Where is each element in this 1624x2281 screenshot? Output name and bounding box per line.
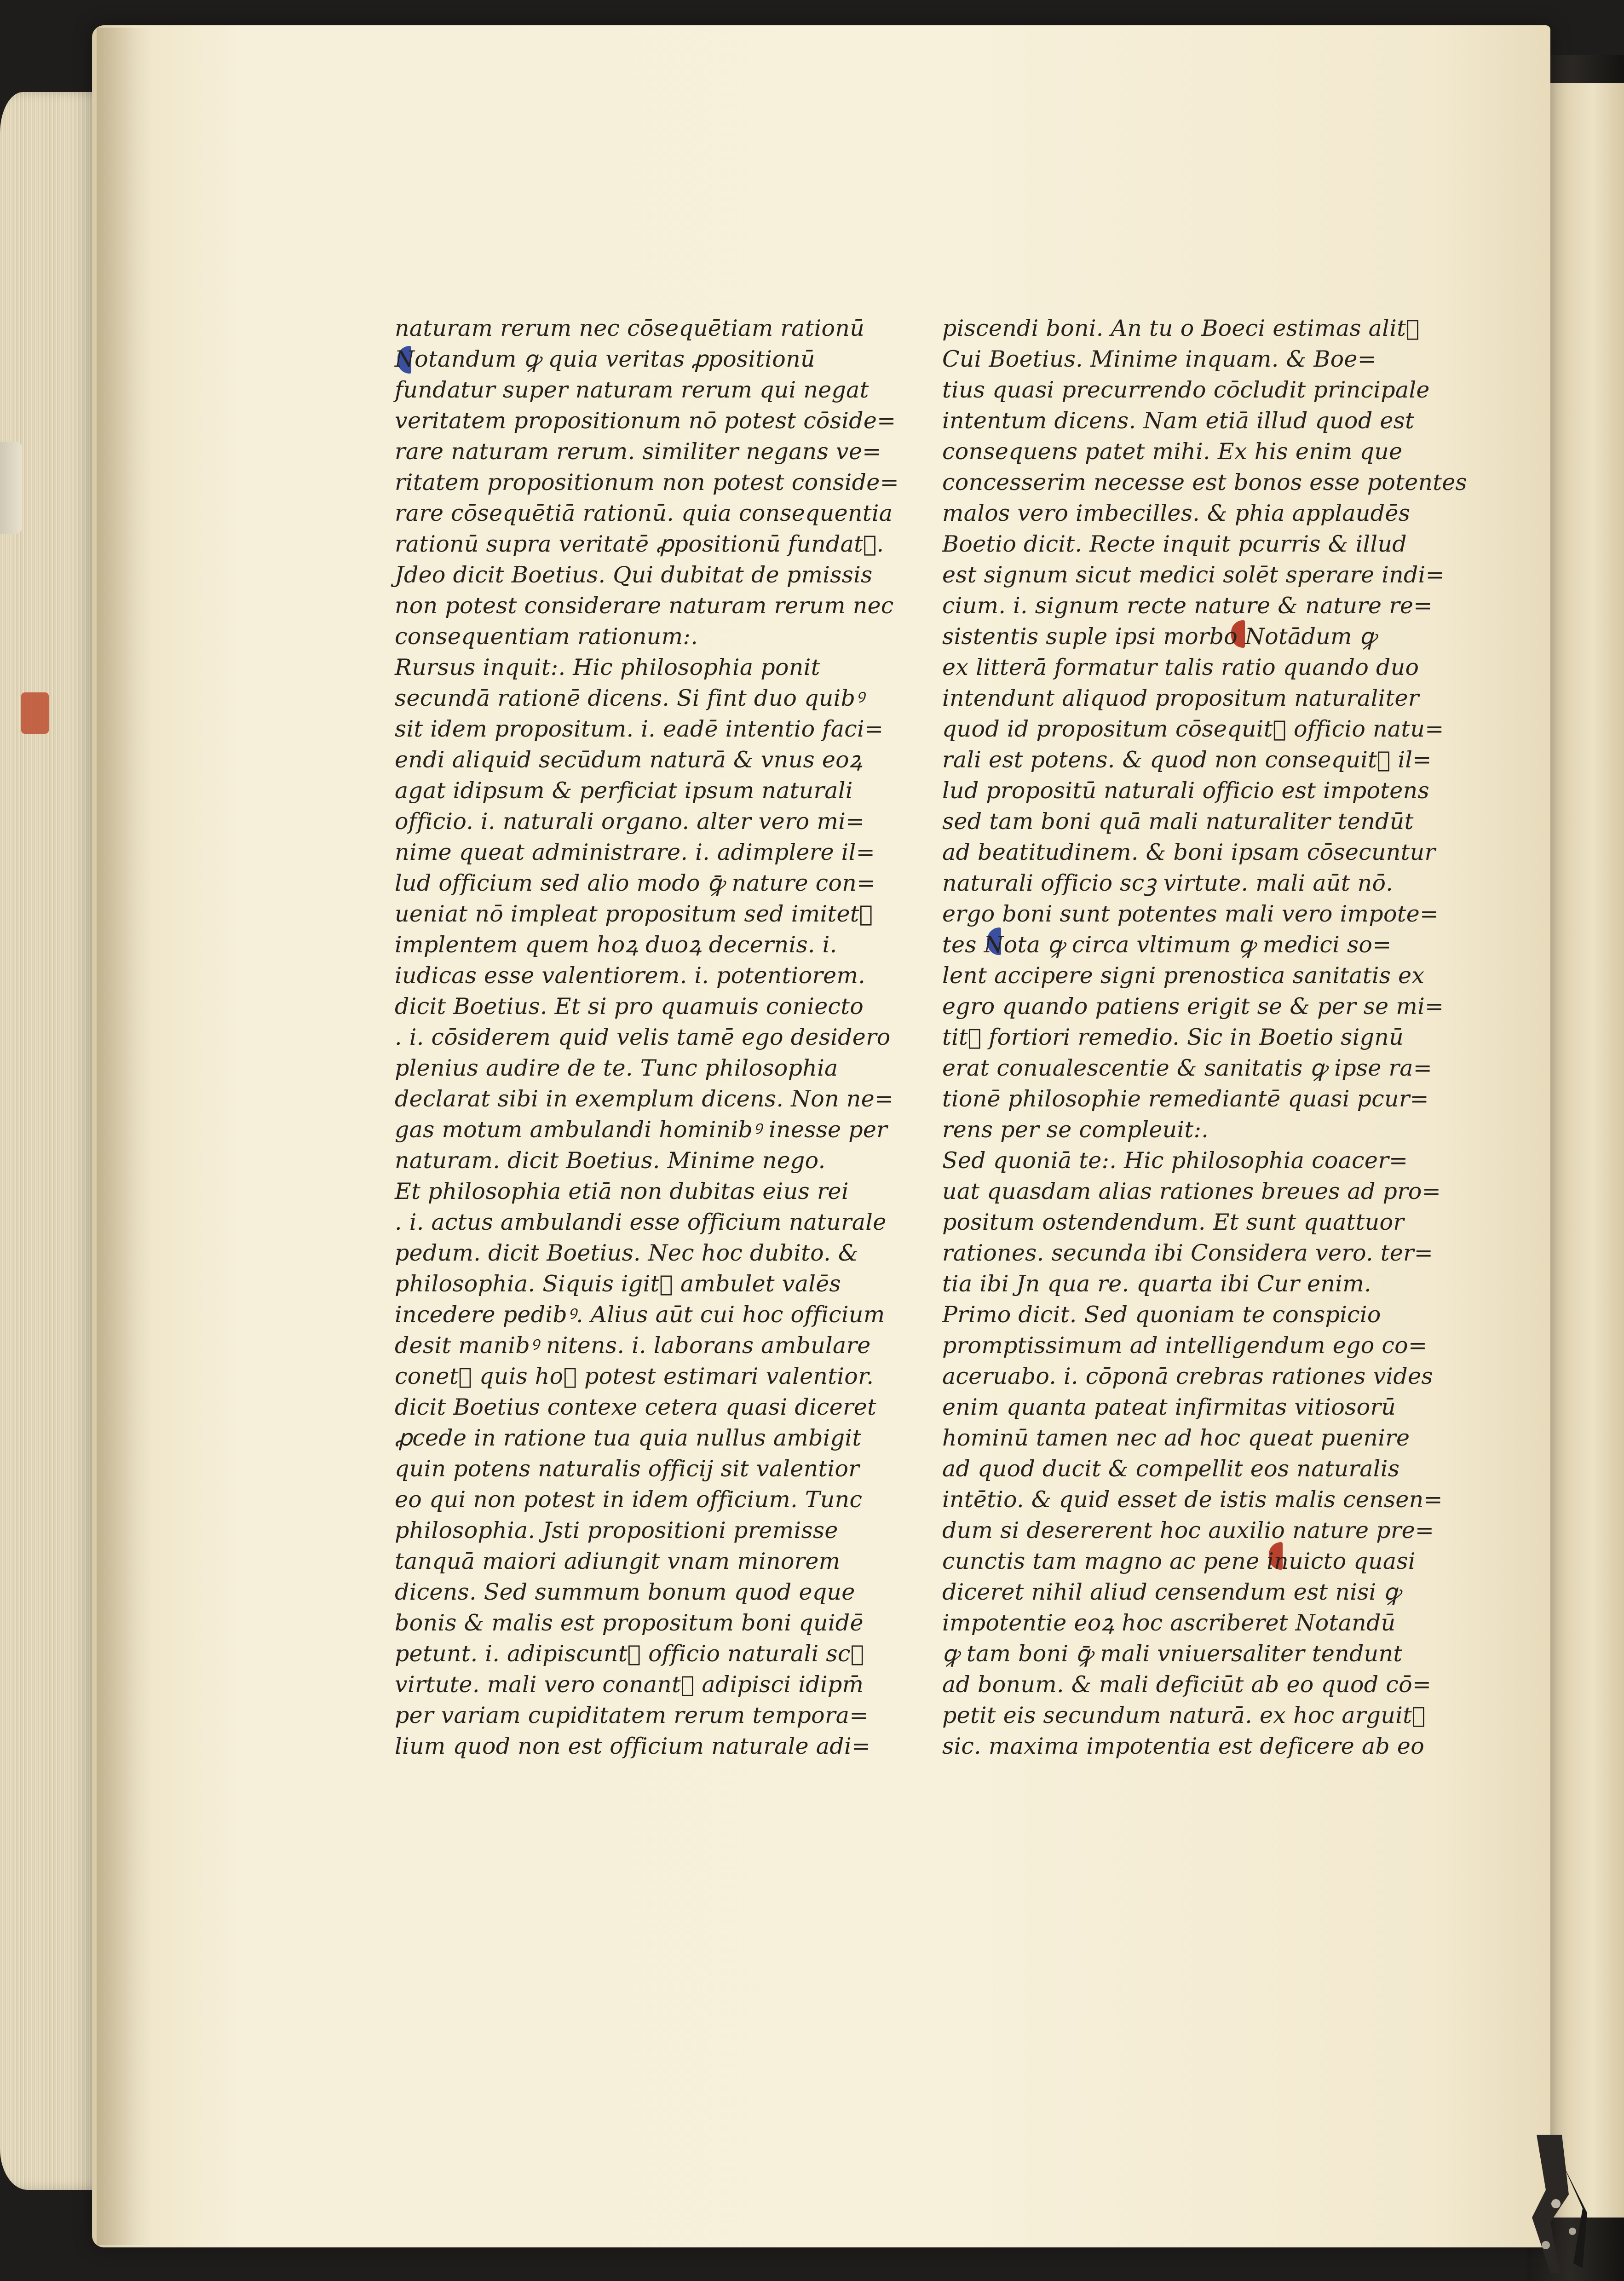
manuscript-line: secundā rationē dicens. Si fint duo quibꝰ bbox=[395, 685, 864, 711]
manuscript-line: . i. cōsiderem quid velis tamē ego desidero bbox=[395, 1024, 891, 1050]
manuscript-line: naturam. dicit Boetius. Minime nego. bbox=[395, 1147, 826, 1174]
manuscript-line: Et philosophia etiā non dubitas eius rei bbox=[395, 1178, 849, 1204]
manuscript-line: naturam rerum nec cōsequētiam rationū bbox=[395, 315, 865, 341]
manuscript-line: Cui Boetius. Minime inquam. & Boe= bbox=[942, 346, 1377, 372]
manuscript-line: ergo boni sunt potentes mali vero impote= bbox=[942, 901, 1439, 927]
manuscript-line: erat conualescentie & sanitatis ꝙ ipse ra= bbox=[942, 1055, 1433, 1081]
manuscript-line: ꝓcede in ratione tua quia nullus ambigit bbox=[395, 1425, 862, 1451]
manuscript-line: piscendi boni. An tu o Boeci estimas alit᷑ bbox=[942, 315, 1420, 341]
manuscript-line: egro quando patiens erigit se & per se mi= bbox=[942, 993, 1444, 1020]
manuscript-line: virtute. mali vero conant᷑ adipisci idipm̄ bbox=[395, 1671, 864, 1698]
manuscript-line: veritatem propositionum nō potest cōside= bbox=[395, 408, 896, 434]
manuscript-line: nime queat administrare. i. adimplere il= bbox=[395, 839, 875, 865]
manuscript-line: tionē philosophie remediantē quasi pcur= bbox=[942, 1086, 1429, 1112]
manuscript-line: rare cōsequētiā rationū. quia consequentia bbox=[395, 500, 893, 526]
manuscript-line: tanquā maiori adiungit vnam minorem bbox=[395, 1548, 841, 1574]
text-column-right bbox=[942, 313, 1467, 1762]
manuscript-line: dicit Boetius. Et si pro quamuis coniecto bbox=[395, 993, 864, 1020]
manuscript-line: per variam cupiditatem rerum tempora= bbox=[395, 1702, 869, 1728]
manuscript-line: ad beatitudinem. & boni ipsam cōsecuntur bbox=[942, 839, 1436, 865]
manuscript-line: diceret nihil aliud censendum est nisi ꝙ bbox=[942, 1579, 1401, 1605]
manuscript-line: quod id propositum cōsequit᷑ officio natu= bbox=[942, 716, 1444, 742]
manuscript-line: quin potens naturalis officij sit valentior bbox=[395, 1456, 860, 1482]
manuscript-line: eo qui non potest in idem officium. Tunc bbox=[395, 1486, 863, 1513]
manuscript-line: endi aliquid secūdum naturā & vnus eoꝝ bbox=[395, 747, 863, 773]
manuscript-line: hominū tamen nec ad hoc queat puenire bbox=[942, 1425, 1410, 1451]
manuscript-line: lent accipere signi prenostica sanitatis ex bbox=[942, 962, 1425, 989]
manuscript-line: rationū supra veritatē ꝓpositionū fundat᷑. bbox=[395, 531, 884, 557]
manuscript-line: iudicas esse valentiorem. i. potentiorem. bbox=[395, 962, 866, 989]
manuscript-line: declarat sibi in exemplum dicens. Non ne= bbox=[395, 1086, 894, 1112]
manuscript-line: incedere pedibꝰ. Alius aūt cui hoc officium bbox=[395, 1302, 885, 1328]
manuscript-line: lud officium sed alio modo ꝙ̄ nature con= bbox=[395, 870, 876, 896]
manuscript-line: intentum dicens. Nam etiā illud quod est bbox=[942, 408, 1415, 434]
manuscript-line: rationes. secunda ibi Considera vero. ter= bbox=[942, 1240, 1434, 1266]
manuscript-line: lud propositū naturali officio est impotens bbox=[942, 778, 1429, 804]
ribbon-tassel bbox=[1518, 2135, 1592, 2273]
manuscript-line: promptissimum ad intelligendum ego co= bbox=[942, 1332, 1428, 1359]
manuscript-line: rali est potens. & quod non consequit᷑ il= bbox=[942, 747, 1432, 773]
manuscript-line: Rursus inquit:. Hic philosophia ponit bbox=[395, 654, 820, 680]
manuscript-line: cunctis tam magno ac pene inuicto quasi bbox=[942, 1548, 1416, 1574]
manuscript-line: dicit Boetius contexe cetera quasi diceret bbox=[395, 1394, 877, 1420]
manuscript-line: enim quanta pateat infirmitas vitiosorū bbox=[942, 1394, 1396, 1420]
manuscript-line: ueniat nō impleat propositum sed imitet᷑ bbox=[395, 901, 873, 927]
manuscript-line: concesserim necesse est bonos esse potentes bbox=[942, 469, 1467, 495]
manuscript-line: tius quasi precurrendo cōcludit principale bbox=[942, 377, 1430, 403]
bookmark-tab bbox=[0, 442, 22, 534]
manuscript-line: non potest considerare naturam rerum nec bbox=[395, 593, 894, 619]
manuscript-line: agat idipsum & perficiat ipsum naturali bbox=[395, 778, 853, 804]
manuscript-line: consequens patet mihi. Ex his enim que bbox=[942, 438, 1403, 465]
manuscript-line: philosophia. Jsti propositioni premisse bbox=[395, 1517, 838, 1544]
manuscript-line: Sed quoniā te:. Hic philosophia coacer= bbox=[942, 1147, 1408, 1174]
manuscript-line: petit eis secundum naturā. ex hoc arguit᷑ bbox=[942, 1702, 1426, 1728]
manuscript-line: sit idem propositum. i. eadē intentio faci= bbox=[395, 716, 884, 742]
red-bookmark-tab bbox=[21, 692, 49, 734]
manuscript-line: pedum. dicit Boetius. Nec hoc dubito. & bbox=[395, 1240, 858, 1266]
manuscript-line: philosophia. Siquis igit᷑ ambulet valēs bbox=[395, 1271, 841, 1297]
manuscript-line: bonis & malis est propositum boni quidē bbox=[395, 1610, 864, 1636]
manuscript-line: fundatur super naturam rerum qui negat bbox=[395, 377, 869, 403]
manuscript-line: aceruabo. i. cōponā crebras rationes vides bbox=[942, 1363, 1433, 1389]
manuscript-line: sed tam boni quā mali naturaliter tendūt bbox=[942, 808, 1414, 835]
manuscript-line: Boetio dicit. Recte inquit pcurris & illud bbox=[942, 531, 1407, 557]
manuscript-line: . i. actus ambulandi esse officium naturale bbox=[395, 1209, 887, 1235]
manuscript-line: est signum sicut medici solēt sperare indi= bbox=[942, 562, 1445, 588]
manuscript-line: Primo dicit. Sed quoniam te conspicio bbox=[942, 1302, 1381, 1328]
manuscript-line: lium quod non est officium naturale adi= bbox=[395, 1733, 871, 1759]
manuscript-line: naturali officio scꝫ virtute. mali aūt nō. bbox=[942, 870, 1394, 896]
manuscript-line: implentem quem hoꝝ duoꝝ decernis. i. bbox=[395, 932, 837, 958]
manuscript-line: dum si desererent hoc auxilio nature pre= bbox=[942, 1517, 1434, 1544]
manuscript-line: tia ibi Jn qua re. quarta ibi Cur enim. bbox=[942, 1271, 1371, 1297]
manuscript-line: desit manibꝰ nitens. i. laborans ambulare bbox=[395, 1332, 871, 1359]
facing-page-edge bbox=[1546, 83, 1624, 2218]
manuscript-line: intētio. & quid esset de istis malis censen= bbox=[942, 1486, 1443, 1513]
manuscript-line: rare naturam rerum. similiter negans ve= bbox=[395, 438, 881, 465]
manuscript-line: petunt. i. adipiscunt᷑ officio naturali scꝫ bbox=[395, 1641, 864, 1667]
manuscript-line: ꝙ tam boni ꝙ̄ mali vniuersaliter tendunt bbox=[942, 1641, 1403, 1667]
manuscript-line: uat quasdam alias rationes breues ad pro= bbox=[942, 1178, 1441, 1204]
manuscript-line: Notandum ꝙ quia veritas ꝓpositionū bbox=[395, 346, 815, 372]
manuscript-line: ritatem propositionum non potest conside= bbox=[395, 469, 899, 495]
gutter-shadow bbox=[97, 28, 152, 2245]
manuscript-line: gas motum ambulandi hominibꝰ inesse per bbox=[395, 1117, 887, 1143]
manuscript-line: tes Nota ꝙ circa vltimum ꝙ medici so= bbox=[942, 932, 1392, 958]
manuscript-line: cium. i. signum recte nature & nature re= bbox=[942, 593, 1433, 619]
manuscript-line: dicens. Sed summum bonum quod eque bbox=[395, 1579, 855, 1605]
manuscript-line: malos vero imbecilles. & phia applaudēs bbox=[942, 500, 1411, 526]
manuscript-line: consequentiam rationum:. bbox=[395, 623, 698, 650]
manuscript-line: ex litterā formatur talis ratio quando duo bbox=[942, 654, 1419, 680]
manuscript-line: positum ostendendum. Et sunt quattuor bbox=[942, 1209, 1404, 1235]
manuscript-line: plenius audire de te. Tunc philosophia bbox=[395, 1055, 838, 1081]
manuscript-line: tit᷑ fortiori remedio. Sic in Boetio signū bbox=[942, 1024, 1404, 1050]
manuscript-line: intendunt aliquod propositum naturaliter bbox=[942, 685, 1419, 711]
manuscript-line: ad bonum. & mali deficiūt ab eo quod cō= bbox=[942, 1671, 1432, 1698]
manuscript-line: Jdeo dicit Boetius. Qui dubitat de pmissis bbox=[395, 562, 873, 588]
manuscript-line: ad quod ducit & compellit eos naturalis bbox=[942, 1456, 1400, 1482]
manuscript-line: sistentis suple ipsi morbo Notādum ꝙ bbox=[942, 623, 1376, 650]
manuscript-line: impotentie eoꝝ hoc ascriberet Notandū bbox=[942, 1610, 1396, 1636]
text-column-left bbox=[395, 313, 899, 1762]
manuscript-line: conet᷑ quis hoꝝ potest estimari valentior. bbox=[395, 1363, 874, 1389]
manuscript-line: rens per se compleuit:. bbox=[942, 1117, 1209, 1143]
manuscript-line: officio. i. naturali organo. alter vero mi= bbox=[395, 808, 865, 835]
manuscript-line: sic. maxima impotentia est deficere ab eo bbox=[942, 1733, 1425, 1759]
